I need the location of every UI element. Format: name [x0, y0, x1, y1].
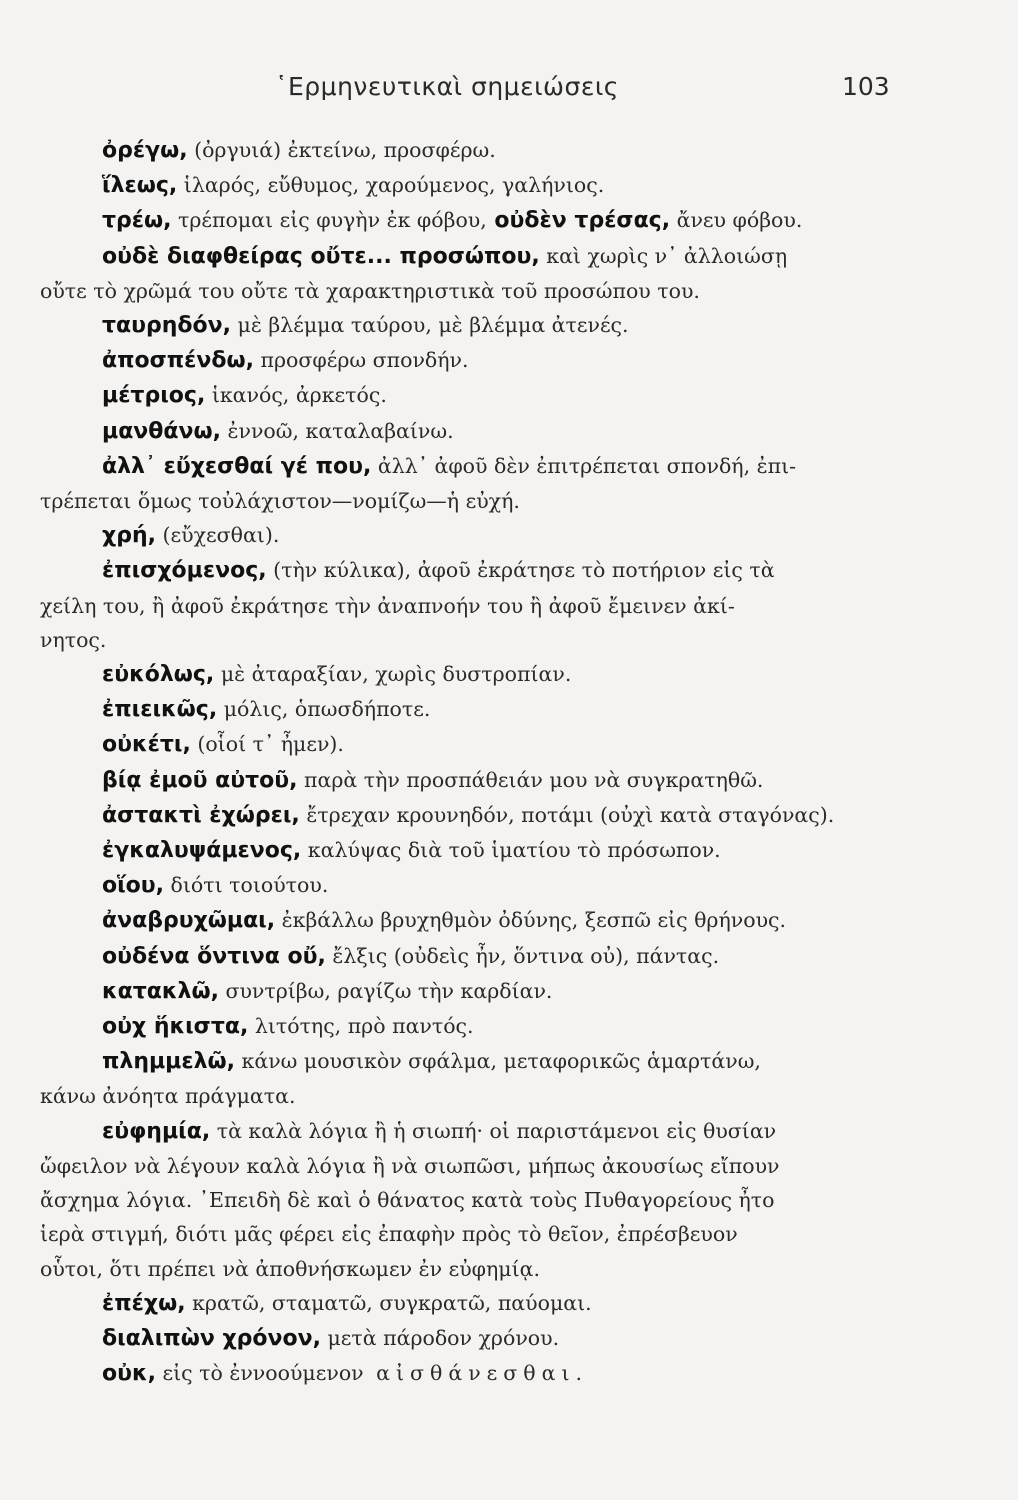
entry-continuation: νητος.	[40, 627, 107, 652]
entry-gloss: μετὰ πάροδον χρόνου.	[320, 1325, 560, 1350]
entry-continuation: ἱερὰ στιγμή, διότι μᾶς φέρει εἰς ἐπαφὴν πρὸς τὸ θεῖον, ἐπρέσβευον	[40, 1222, 738, 1247]
entry-gloss: διότι τοιούτου.	[164, 873, 329, 898]
glossary-entry	[102, 133, 902, 168]
glossary-entry	[102, 727, 902, 762]
entry-gloss: καὶ χωρὶς ν᾽ ἀλλοιώσῃ	[539, 243, 788, 268]
entry-gloss: τρέπομαι εἰς φυγὴν ἐκ φόβου,	[171, 208, 487, 233]
glossary-entry	[102, 1286, 902, 1321]
entry-gloss: ἱλαρός, εὔθυμος, χαρούμενος, γαλήνιος.	[177, 173, 605, 198]
entry-gloss: (τὴν κύλικα), ἀφοῦ ἐκράτησε τὸ ποτήριον εἰς τὰ	[266, 558, 775, 583]
entry-term: εὐκόλως,	[102, 662, 215, 688]
entry-term: οὐκ,	[102, 1361, 156, 1387]
entry-gloss: ἱκανός, ἀρκετός.	[205, 383, 387, 408]
entry-gloss: (οἷοί τ᾽ ἦμεν).	[190, 732, 344, 757]
glossary-entry	[102, 1321, 902, 1356]
entry-term: ἀναβρυχῶμαι,	[102, 908, 276, 934]
glossary-entry	[40, 553, 902, 657]
glossary-list	[40, 133, 902, 1391]
entry-term: μανθάνω,	[102, 418, 221, 444]
entry-term: πλημμελῶ,	[102, 1049, 236, 1075]
entry-term: ἐπισχόμενος,	[102, 558, 267, 584]
glossary-entry	[102, 203, 902, 238]
glossary-entry	[102, 378, 902, 413]
glossary-entry	[102, 168, 902, 203]
entry-gloss: τὰ καλὰ λόγια ἢ ἡ σιωπή· οἱ παριστάμενοι εἰς θυσίαν	[210, 1118, 777, 1143]
entry-term: ἐπέχω,	[102, 1290, 186, 1316]
entry-continuation: τρέπεται ὅμως τοὐλάχιστον—νομίζω—ἡ εὐχή.	[40, 489, 520, 514]
entry-gloss: ἄνευ φόβου.	[670, 208, 803, 233]
entry-term: ὀρέγω,	[102, 138, 188, 163]
entry-term: ἐπιεικῶς,	[102, 697, 218, 723]
glossary-entry	[102, 692, 902, 727]
entry-gloss: λιτότης, πρὸ παντός.	[248, 1014, 474, 1039]
entry-spaced-word: αἰσθάνεσθαι.	[363, 1361, 589, 1386]
entry-gloss: μόλις, ὁπωσδήποτε.	[217, 697, 431, 722]
entry-gloss: παρὰ τὴν προσπάθειάν μου νὰ συγκρατηθῶ.	[297, 767, 764, 792]
entry-continuation: κάνω ἀνόητα πράγματα.	[40, 1084, 296, 1109]
entry-term: ἀλλ᾽ εὔχεσθαί γέ που,	[102, 453, 372, 479]
glossary-entry	[102, 308, 902, 343]
glossary-entry	[102, 974, 902, 1009]
entry-continuation: οὔτε τὸ χρῶμά του οὔτε τὰ χαρακτηριστικὰ τοῦ προσώπου του.	[40, 278, 700, 303]
entry-term: οὐδὲν τρέσας,	[486, 208, 671, 234]
glossary-entry	[40, 449, 902, 518]
entry-term: εὐφημία,	[102, 1118, 211, 1144]
glossary-entry	[102, 1356, 902, 1391]
entry-term: διαλιπὼν χρόνον,	[102, 1325, 321, 1351]
entry-gloss: μὲ ἀταραξίαν, χωρὶς δυστροπίαν.	[214, 662, 572, 687]
entry-continuation: οὗτοι, ὅτι πρέπει νὰ ἀποθνήσκωμεν ἐν εὐφημίᾳ.	[40, 1256, 541, 1281]
entry-gloss: ἔτρεχαν κρουνηδόν, ποτάμι (οὐχὶ κατὰ σταγόνας).	[299, 802, 835, 827]
entry-term: ἀστακτὶ ἐχώρει,	[102, 802, 300, 828]
glossary-entry	[102, 657, 902, 692]
entry-continuation: χείλη του, ἢ ἀφοῦ ἐκράτησε τὴν ἀναπνοήν του ἢ ἀφοῦ ἔμεινεν ἀκί-	[40, 593, 735, 618]
entry-gloss: εἰς τὸ ἐννοούμενον	[155, 1361, 364, 1386]
entry-term: οὐκέτι,	[102, 732, 191, 758]
entry-gloss: συντρίβω, ραγίζω τὴν καρδίαν.	[218, 978, 553, 1003]
entry-term: τρέω,	[102, 208, 172, 234]
glossary-entry	[102, 763, 902, 798]
glossary-entry	[102, 798, 902, 833]
entry-gloss: κρατῶ, σταματῶ, συγκρατῶ, παύομαι.	[185, 1290, 592, 1315]
entry-term: ἀποσπένδω,	[102, 348, 254, 374]
entry-gloss: ἐννοῶ, καταλαβαίνω.	[220, 418, 454, 443]
glossary-entry	[102, 343, 902, 378]
glossary-entry	[102, 868, 902, 903]
entry-term: οὐδὲ διαφθείρας οὔτε... προσώπου,	[102, 243, 540, 269]
entry-gloss: ἀλλ᾽ ἀφοῦ δὲν ἐπιτρέπεται σπονδή, ἐπι-	[371, 453, 797, 478]
entry-gloss: προσφέρω σπονδήν.	[254, 348, 469, 373]
glossary-entry	[102, 939, 902, 974]
entry-term: ταυρηδόν,	[102, 313, 231, 339]
entry-term: οὐδένα ὅντινα οὔ,	[102, 943, 326, 969]
glossary-entry	[102, 903, 902, 938]
glossary-entry	[102, 518, 902, 553]
entry-term: ἵλεως,	[102, 173, 178, 199]
glossary-entry	[102, 414, 902, 449]
entry-term: οὐχ ἥκιστα,	[102, 1014, 249, 1040]
glossary-entry	[40, 1114, 902, 1286]
entry-term: ἐγκαλυψάμενος,	[102, 838, 302, 864]
entry-term: κατακλῶ,	[102, 978, 219, 1004]
entry-continuation: ὤφειλον νὰ λέγουν καλὰ λόγια ἢ νὰ σιωπῶσι, μήπως ἀκουσίως εἴπουν	[40, 1153, 780, 1178]
entry-gloss: μὲ βλέμμα ταύρου, μὲ βλέμμα ἀτενές.	[231, 313, 629, 338]
entry-gloss: ἐκβάλλω βρυχηθμὸν ὀδύνης, ξεσπῶ εἰς θρήνους.	[275, 908, 787, 933]
entry-gloss: (ὀργυιά) ἐκτείνω, προσφέρω.	[187, 138, 496, 162]
glossary-entry	[40, 1044, 902, 1113]
entry-gloss: καλύψας διὰ τοῦ ἱματίου τὸ πρόσωπον.	[301, 838, 721, 863]
entry-continuation: ἄσχημα λόγια. ᾿Επειδὴ δὲ καὶ ὁ θάνατος κατὰ τοὺς Πυθαγορείους ἦτο	[40, 1188, 775, 1213]
entry-term: χρή,	[102, 523, 156, 549]
entry-gloss: (εὔχεσθαι).	[155, 523, 280, 548]
page-header	[0, 70, 1018, 110]
entry-gloss: ἔλξις (οὐδεὶς ἦν, ὅντινα οὐ), πάντας.	[325, 943, 720, 968]
page-number: 103	[842, 72, 890, 101]
entry-term: οἵου,	[102, 873, 165, 899]
entry-gloss: κάνω μουσικὸν σφάλμα, μεταφορικῶς ἁμαρτάνω,	[235, 1049, 761, 1074]
running-title: ῾Ερμηνευτικαὶ σημειώσεις	[275, 72, 619, 101]
glossary-entry	[102, 833, 902, 868]
entry-term: βίᾳ ἐμοῦ αὐτοῦ,	[102, 767, 298, 793]
glossary-entry	[102, 1009, 902, 1044]
glossary-entry	[40, 239, 902, 308]
entry-term: μέτριος,	[102, 383, 206, 409]
